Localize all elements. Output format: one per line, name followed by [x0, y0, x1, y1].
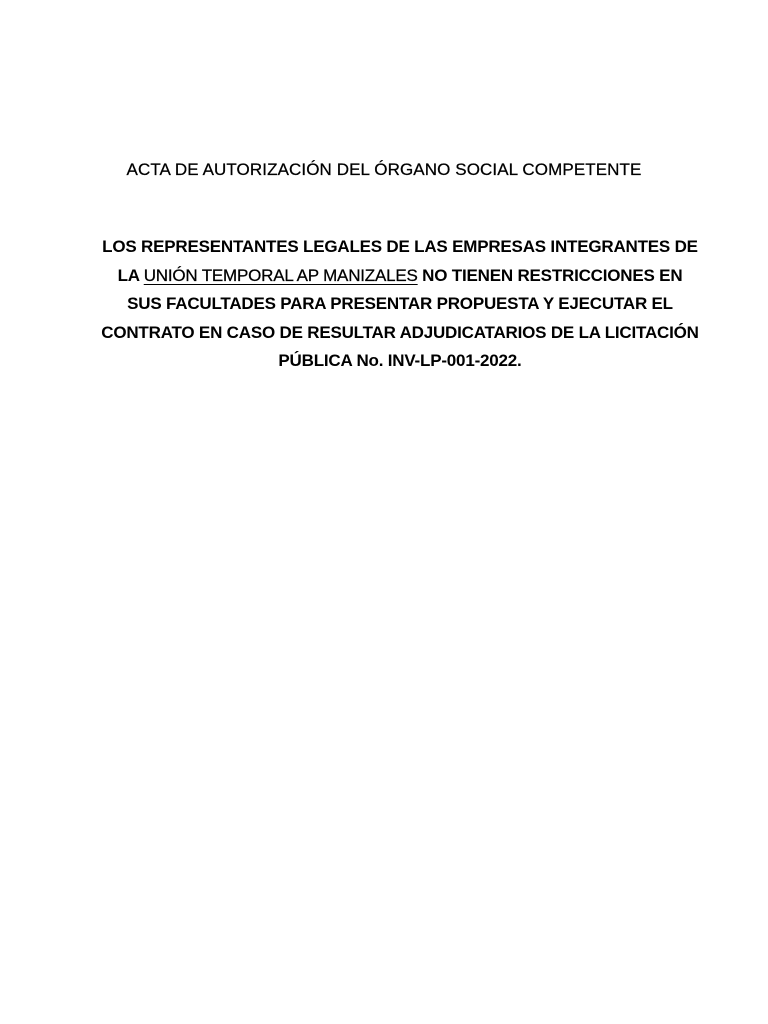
statement-text-part2: NO TIENEN RESTRICCIONES EN SUS FACULTADES PARA PRESENTAR PROPUESTA Y EJECUTAR EL CONTRATO EN CASO DE RESULTAR ADJUDICATARIOS DE LA LICITACIÓN PÚBLICA No. INV-LP-001-2022. [101, 265, 699, 370]
statement-text-part1: LOS REPRESENTANTES LEGALES DE LAS EMPRESAS INTEGRANTES DE LA [102, 237, 698, 285]
document-title: ACTA DE AUTORIZACIÓN DEL ÓRGANO SOCIAL COMPETENTE [126, 160, 642, 179]
union-temporal-name: UNIÓN TEMPORAL AP MANIZALES [143, 265, 418, 285]
authorization-statement [100, 233, 700, 376]
